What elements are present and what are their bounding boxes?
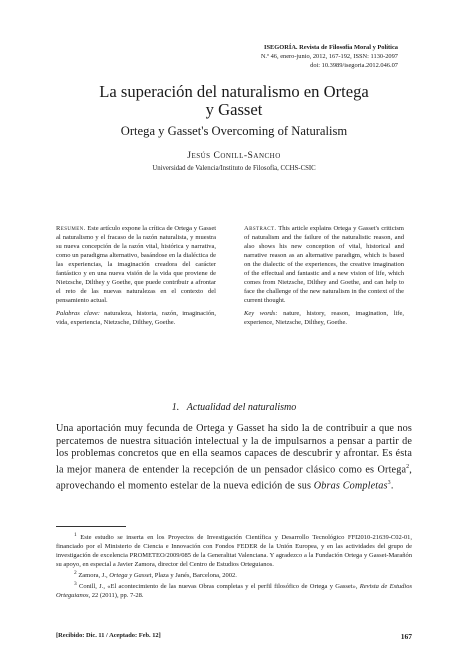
page-footer xyxy=(56,632,412,639)
footnote-3 xyxy=(56,580,412,600)
article-subtitle: Ortega y Gasset's Overcoming of Naturalism xyxy=(120,124,348,138)
journal-name: ISEGORÍA. Revista de Filosofía Moral y Política xyxy=(263,44,398,51)
title-line-1: La superación del naturalismo en Ortega xyxy=(99,82,369,101)
footnote-3-title: Revista de Estudios Orteguianos xyxy=(56,583,412,600)
keywords-english-text: nature, history, reason, imagination, life, experience, Nietzsche, Dilthey, Goethe. xyxy=(244,310,404,326)
keywords-english xyxy=(244,309,404,327)
footnote-1-text: Este estudio se inserta en los Proyectos de Investigación Científica y Desarrollo Tecnológico FFI2010-21639-C02-01, financiado por el Ministerio de Ciencia e Innovación con Fondos FEDER de la Unión Europea, y en las actividades del grupo de investigación de excelencia PROMETEO/2009/085 de la Generalitat Valenciana. Y agradezco a la Fundación Ortega y Gasset-Marañón su apoyo, en especial a Javier Zamora, director del Centro de Estudios Orteguianos. xyxy=(56,534,413,569)
section-title: Actualidad del naturalismo xyxy=(186,402,297,413)
footnote-2-text: Zamora, J., xyxy=(78,572,110,580)
abstract-spanish-label: Resumen. xyxy=(56,225,86,232)
footnote-2 xyxy=(56,569,412,580)
abstract-spanish-column xyxy=(56,224,216,331)
footnote-1-number: 1 xyxy=(74,532,77,538)
article-title xyxy=(40,83,428,119)
abstract-english-label: Abstract. xyxy=(244,225,277,232)
footnote-ref-3[interactable]: 3 xyxy=(387,479,391,486)
received-accepted-dates: [Recibido: Dic. 11 / Aceptado: Feb. 12] xyxy=(56,632,161,639)
page-number: 167 xyxy=(400,632,412,641)
abstract-english xyxy=(244,224,404,305)
footnote-3-text: Conill, J., «El acontecimiento de las nuevas Obras completas y el perfil filosófico de Ortega y Gasset», xyxy=(79,583,360,591)
body-text-3: . xyxy=(390,480,394,492)
issue-info: N.º 46, enero-junio, 2012, 167-192, ISSN: 1130-2097 xyxy=(260,53,398,60)
doi: doi: 10.3989/isegoria.2012.046.07 xyxy=(310,62,398,69)
body-paragraph xyxy=(56,423,412,493)
title-line-2: y Gasset xyxy=(205,100,263,119)
abstract-spanish xyxy=(56,224,216,305)
author-affiliation: Universidad de Valencia/Instituto de Filosofía, CCHS-CSIC xyxy=(152,165,316,172)
abstract-spanish-text: Este artículo expone la crítica de Ortega y Gasset al naturalismo y el fracaso de la razón naturalista, y muestra su nueva concepción de la razón vital, histórica y narrativa, como un paradigma alternativo, basándose en la dialéctica de las experiencias, la imaginación creadora del carácter fantástico y en una nueva visión de la vida que proviene de Nietzsche, Dilthey y Goethe, que puede contribuir a afrontar el reto de las nuevas naturalezas en el contexto del pensamiento actual. xyxy=(56,225,217,304)
running-header xyxy=(261,43,398,70)
abstract-english-text: This article explains Ortega y Gasset's criticism of naturalism and the failure of the naturalistic reason, and also shows his new conception of vital, historical and narrative reason as an alternative paradigm, which is based on the dialectic of the experiences, the creative imagination of the effectual and fantastic and a new vision of life, which comes from Nietzsche, Dilthey and Goethe, and can help to face the challenge of the new naturalism in the context of the current thought. xyxy=(244,225,404,304)
keywords-spanish xyxy=(56,309,216,327)
footnote-1 xyxy=(56,531,412,569)
footnote-2-text-end: , Plaza y Janés, Barcelona, 2002. xyxy=(151,572,237,580)
abstract-english-column xyxy=(244,224,404,331)
footnote-divider xyxy=(56,526,126,527)
footnote-3-number: 3 xyxy=(74,581,77,588)
section-heading xyxy=(40,402,428,413)
footnote-ref-2[interactable]: 2 xyxy=(406,463,410,470)
footnote-3-text-end: , 22 (2011), pp. 7-28. xyxy=(88,592,144,600)
keywords-spanish-label: Palabras clave: xyxy=(56,310,100,317)
footnotes xyxy=(56,531,412,600)
body-text-1: Una aportación muy fecunda de Ortega y Gasset ha sido la de contribuir a que nos percatemos de nuestra situación intelectual y la de impulsarnos a pensar a partir de los problemas concretos que en ella seamos capaces de descubrir y afrontar. Es ésta la mejor manera de entender la recepción de un pensador clásico como es Ortega xyxy=(56,423,412,476)
section-number: 1. xyxy=(171,402,180,413)
footnote-2-title: Ortega y Gasset xyxy=(109,572,152,580)
footnote-2-number: 2 xyxy=(74,570,77,577)
keywords-spanish-text: naturaleza, historia, razón, imaginación, vida, experiencia, Nietzsche, Dilthey, Goethe. xyxy=(56,310,216,326)
author-name: Jesús Conill-Sancho xyxy=(187,150,281,161)
works-title: Obras Completas xyxy=(313,480,388,492)
body-text-2: , aprovechando el momento estelar de la nueva edición de sus xyxy=(56,464,412,492)
keywords-english-label: Key words: xyxy=(244,310,278,317)
